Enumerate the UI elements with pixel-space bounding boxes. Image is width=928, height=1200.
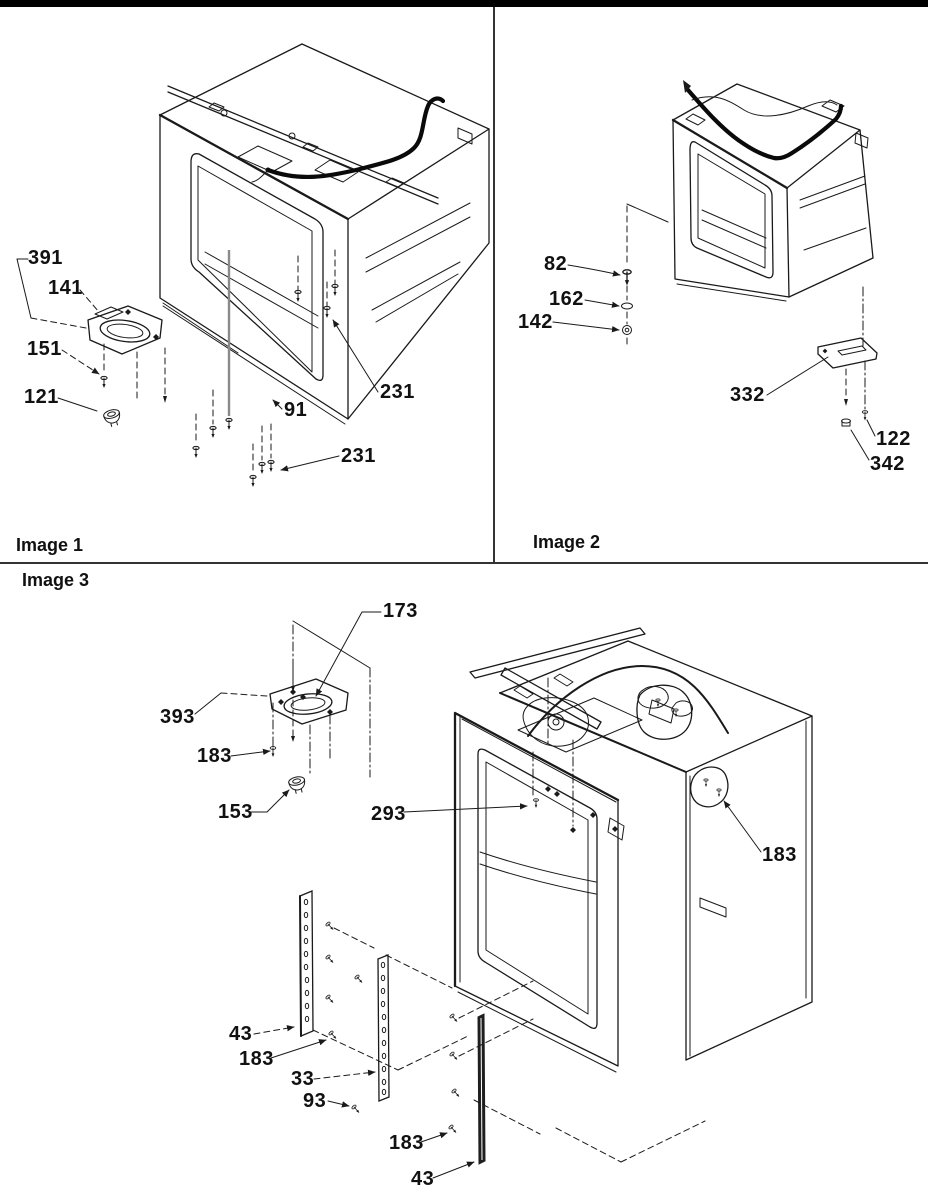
part-label-33: 33 — [291, 1068, 315, 1090]
lamp-icon — [288, 775, 307, 794]
screw-icon — [862, 411, 867, 421]
screw-icon — [101, 376, 107, 388]
part-label-231-bottom: 231 — [341, 445, 376, 467]
image1-wire-harness — [252, 99, 443, 182]
caption-image3: Image 3 — [22, 570, 90, 590]
part-label-293: 293 — [371, 803, 406, 825]
part-label-142: 142 — [518, 311, 553, 333]
part-label-183-left: 183 — [239, 1048, 274, 1070]
image2-drawing — [553, 80, 877, 460]
part-label-162: 162 — [549, 288, 584, 310]
part-label-153: 153 — [218, 801, 253, 823]
washer-icon — [623, 326, 632, 335]
part-label-151: 151 — [27, 338, 62, 360]
image3-cabinet — [455, 641, 812, 1072]
part-label-91: 91 — [284, 399, 308, 421]
image2-wire-harness — [683, 80, 841, 158]
part-label-93: 93 — [303, 1090, 327, 1112]
part-label-82: 82 — [544, 253, 568, 275]
image3-rails — [300, 891, 705, 1164]
caption-image2: Image 2 — [533, 532, 601, 552]
part-label-43-bottom: 43 — [411, 1168, 435, 1190]
grommet-part — [691, 767, 728, 807]
lamp-icon — [103, 408, 123, 428]
screw-icon — [270, 747, 276, 757]
washer-icon — [622, 303, 633, 309]
image2-bracket-assembly — [818, 287, 877, 426]
part-label-121: 121 — [24, 386, 59, 408]
part-label-43-left: 43 — [229, 1023, 253, 1045]
image3-light-assembly — [270, 621, 573, 826]
part-label-332: 332 — [730, 384, 765, 406]
part-label-231-top: 231 — [380, 381, 415, 403]
screw-icon — [623, 270, 631, 286]
image1-light-assembly — [88, 306, 167, 428]
part-label-391: 391 — [28, 247, 63, 269]
part-label-141: 141 — [48, 277, 83, 299]
image3-deck-parts — [470, 628, 728, 833]
part-label-183-side: 183 — [762, 844, 797, 866]
image3-drawing — [195, 612, 812, 1178]
part-label-173: 173 — [383, 600, 418, 622]
screw-icon — [534, 799, 539, 808]
part-label-342: 342 — [870, 453, 905, 475]
part-label-122: 122 — [876, 428, 911, 450]
image2-fasteners — [622, 204, 669, 348]
image1-drawing — [17, 44, 489, 487]
image2-cabinet — [673, 84, 873, 301]
caption-image1: Image 1 — [16, 535, 84, 555]
part-label-393: 393 — [160, 706, 195, 728]
part-label-183-bottom: 183 — [389, 1132, 424, 1154]
part-label-183-assembly: 183 — [197, 745, 232, 767]
nut-icon — [842, 419, 851, 426]
